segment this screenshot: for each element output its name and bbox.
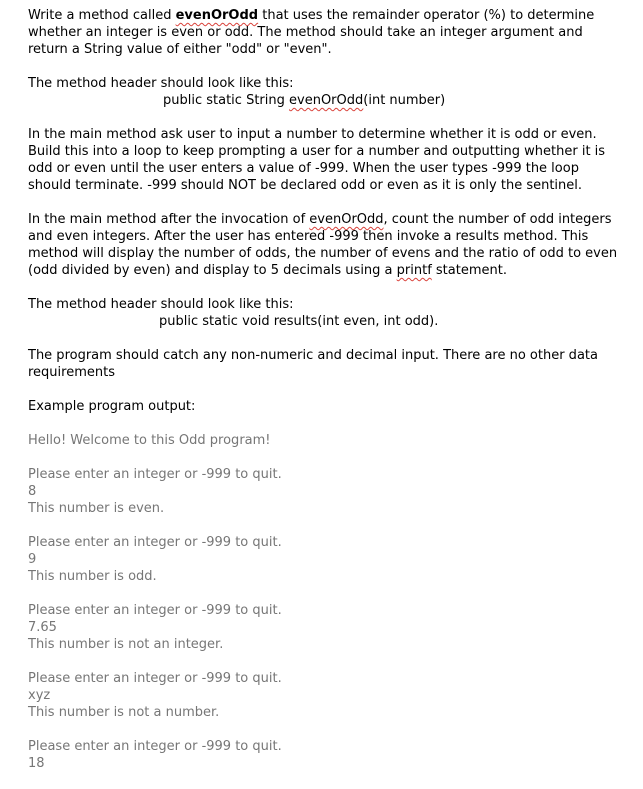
paragraph-main-loop: In the main method ask user to input a number to determine whether it is odd or even. Build this into a loop to keep prompting a user for a number and outputting whether it is odd or even until the user enters a value of -999. When the user types -999 the loop should terminate. -999 should NOT be declared odd or even as it is only the sentinel. bbox=[28, 127, 606, 193]
output-gap bbox=[28, 517, 618, 534]
p4-printf: printf bbox=[396, 263, 432, 278]
p4-middle: , count the number of odd integers and even integers. After the user has entered -999 then invoke a results method. This method will display the number of odds, the number of evens and the ratio of odd to even (odd divided by even) and display to 5 decimals using a bbox=[28, 212, 618, 278]
output-gap bbox=[28, 449, 618, 466]
paragraph-example-heading: Example program output: bbox=[28, 399, 196, 414]
method-header-evenorodd bbox=[28, 92, 618, 109]
output-result: This number is odd. bbox=[28, 569, 157, 584]
output-result: This number is not a number. bbox=[28, 705, 220, 720]
header-suffix: (int number) bbox=[363, 93, 446, 108]
p4-prefix: In the main method after the invocation of bbox=[28, 212, 310, 227]
p1-prefix: Write a method called bbox=[28, 8, 176, 23]
output-prompt: Please enter an integer or -999 to quit. bbox=[28, 671, 282, 686]
p4-method-name: evenOrOdd bbox=[309, 212, 384, 227]
output-input: 8 bbox=[28, 484, 37, 499]
output-prompt: Please enter an integer or -999 to quit. bbox=[28, 535, 282, 550]
output-prompt: Please enter an integer or -999 to quit. bbox=[28, 603, 282, 618]
header-intro: The method header should look like this: bbox=[28, 76, 294, 91]
output-input: 9 bbox=[28, 552, 37, 567]
results-header-intro: The method header should look like this: bbox=[28, 297, 294, 312]
output-prompt: Please enter an integer or -999 to quit. bbox=[28, 467, 282, 482]
output-gap bbox=[28, 585, 618, 602]
paragraph-method-header bbox=[28, 75, 618, 109]
paragraph-method-description bbox=[28, 7, 618, 58]
method-name-evenorodd: evenOrOdd bbox=[175, 8, 259, 23]
p4-suffix: statement. bbox=[431, 263, 507, 278]
output-welcome: Hello! Welcome to this Odd program! bbox=[28, 433, 271, 448]
header-method-name: evenOrOdd bbox=[289, 93, 364, 108]
output-prompt: Please enter an integer or -999 to quit. bbox=[28, 739, 282, 754]
document-body bbox=[28, 7, 618, 772]
output-input: 7.65 bbox=[28, 620, 57, 635]
output-input: 18 bbox=[28, 756, 45, 771]
header-prefix: public static String bbox=[163, 93, 290, 108]
paragraph-input-validation: The program should catch any non-numeric and decimal input. There are no other data requirements bbox=[28, 348, 598, 380]
method-header-results: public static void results(int even, int odd). bbox=[159, 314, 439, 329]
paragraph-results-header bbox=[28, 296, 618, 330]
example-output bbox=[28, 432, 618, 772]
paragraph-results-method bbox=[28, 211, 618, 279]
output-gap bbox=[28, 653, 618, 670]
output-input: xyz bbox=[28, 688, 51, 703]
output-result: This number is even. bbox=[28, 501, 165, 516]
output-gap bbox=[28, 721, 618, 738]
output-result: This number is not an integer. bbox=[28, 637, 224, 652]
p1-suffix: that uses the remainder operator (%) to determine whether an integer is even or odd. The method should take an integer argument and return a String value of either "odd" or "even". bbox=[28, 8, 595, 57]
